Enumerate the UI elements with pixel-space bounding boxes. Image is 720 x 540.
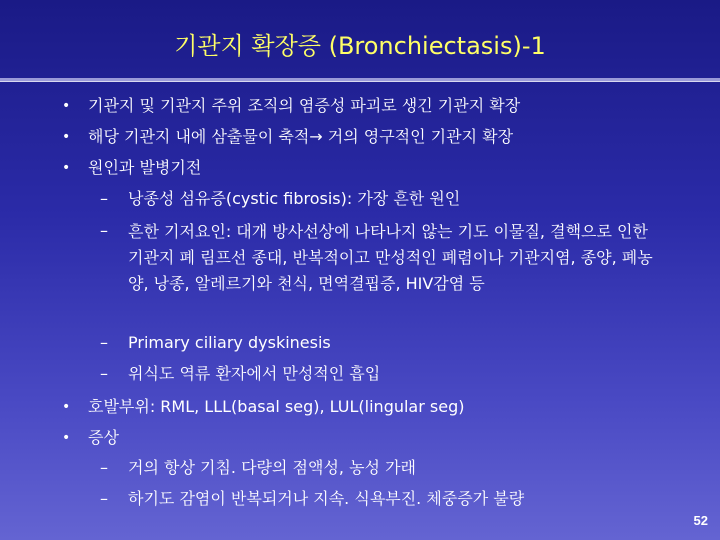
slide-title: 기관지 확장증 (Bronchiectasis)-1 <box>174 32 546 60</box>
bullet-text: 해당 기관지 내에 삼출물이 축적→ 거의 영구적인 기관지 확장 <box>88 127 514 146</box>
dash-icon: – <box>100 189 108 208</box>
bullet-icon: • <box>62 430 71 446</box>
bullet-icon: • <box>62 160 71 176</box>
bullet-text: 증상 <box>88 428 119 447</box>
bullet-icon: • <box>62 129 71 145</box>
page-number: 52 <box>693 513 708 528</box>
title-divider <box>0 78 720 82</box>
sub-bullet-text: 위식도 역류 환자에서 만성적인 흡입 <box>128 364 381 383</box>
sub-bullet-text: 흔한 기저요인: 대개 방사선상에 나타나지 않는 기도 이물질, 결핵으로 인한 기관지 폐 림프선 종대, 반복적이고 만성적인 폐렴이나 기관지염, 종양, 폐농양, 낭종, 알레르기와 천식, 면역결핍증, HIV감염 등 <box>128 222 653 293</box>
dash-icon: – <box>100 333 108 352</box>
sub-bullet-text: 하기도 감염이 반복되거나 지속. 식욕부진. 체중증가 불량 <box>128 489 525 508</box>
dash-icon: – <box>100 364 108 383</box>
sub-bullet-text: 낭종성 섬유증(cystic fibrosis): 가장 흔한 원인 <box>128 189 461 208</box>
dash-icon: – <box>100 221 108 240</box>
bullet-text: 호발부위: RML, LLL(basal seg), LUL(lingular seg) <box>88 397 465 416</box>
dash-icon: – <box>100 458 108 477</box>
bullet-text: 원인과 발병기전 <box>88 158 202 177</box>
sub-bullet-text: Primary ciliary dyskinesis <box>128 333 331 352</box>
bullet-text: 기관지 및 기관지 주위 조직의 염증성 파괴로 생긴 기관지 확장 <box>88 96 521 115</box>
bullet-icon: • <box>62 399 71 415</box>
sub-bullet-text: 거의 항상 기침. 다량의 점액성, 농성 가래 <box>128 458 416 477</box>
dash-icon: – <box>100 489 108 508</box>
bullet-icon: • <box>62 98 71 114</box>
